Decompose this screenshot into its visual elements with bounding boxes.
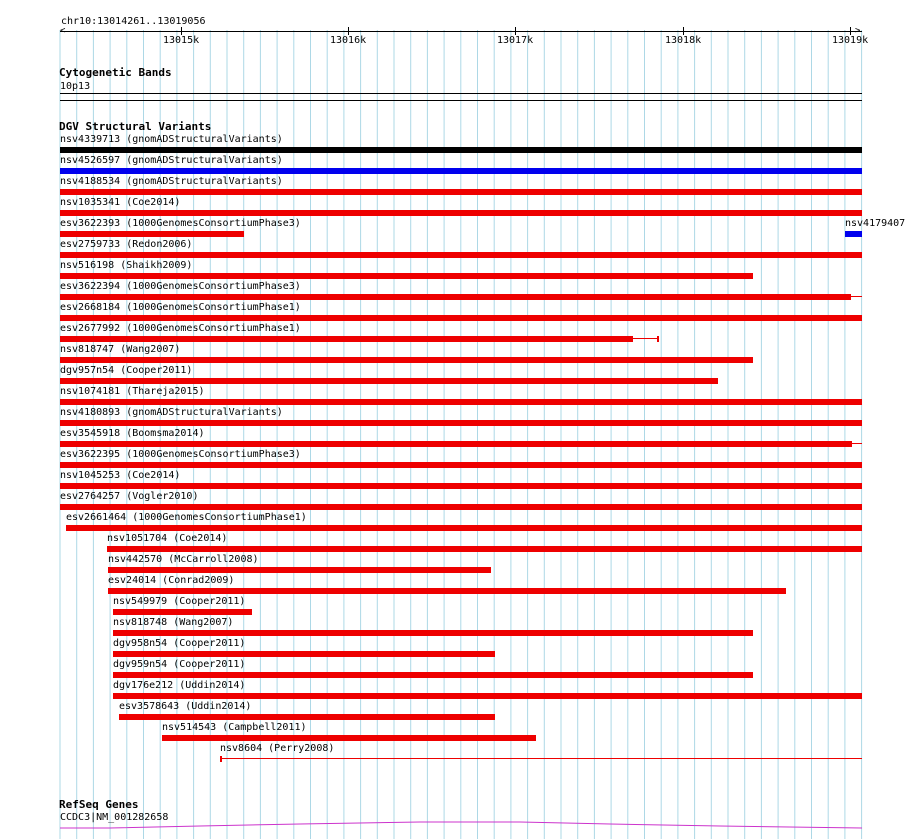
variant-bar[interactable] [60, 147, 862, 153]
variant-bar[interactable] [60, 168, 862, 174]
ruler-tick-label: 13015k [163, 35, 200, 46]
ruler-tick-label: 13018k [665, 35, 702, 46]
variant-label[interactable]: esv3622394 (1000GenomesConsortiumPhase3) [60, 281, 301, 292]
variant-start-cap [220, 756, 222, 762]
variant-bar[interactable] [113, 693, 862, 699]
cytoband-top-line [60, 93, 862, 94]
variant-bar[interactable] [60, 189, 862, 195]
variant-label[interactable]: esv2661464 (1000GenomesConsortiumPhase1) [66, 512, 307, 523]
variant-bar[interactable] [60, 273, 753, 279]
variant-bar[interactable] [107, 546, 862, 552]
variant-bar[interactable] [60, 315, 862, 321]
ruler-right-arrow-icon: > [855, 26, 861, 36]
variant-bar[interactable] [60, 399, 862, 405]
variant-label[interactable]: esv24014 (Conrad2009) [108, 575, 235, 586]
variant-thin-extension[interactable] [852, 443, 862, 444]
variant-label[interactable]: esv3622393 (1000GenomesConsortiumPhase3) [60, 218, 301, 229]
variant-bar[interactable] [60, 420, 862, 426]
variant-label[interactable]: nsv818747 (Wang2007) [60, 344, 181, 355]
variant-label[interactable]: esv3578643 (Uddin2014) [119, 701, 252, 712]
variant-label[interactable]: nsv4180893 (gnomADStructuralVariants) [60, 407, 283, 418]
variant-label[interactable]: dgv957n54 (Cooper2011) [60, 365, 193, 376]
refseq-gene-label[interactable]: CCDC3|NM_001282658 [60, 812, 169, 823]
variant-bar[interactable] [113, 630, 753, 636]
variant-label[interactable]: nsv1045253 (Coe2014) [60, 470, 181, 481]
ruler-tick-mark [181, 27, 182, 35]
variant-label[interactable]: nsv1074181 (Thareja2015) [60, 386, 205, 397]
variant-label[interactable]: dgv176e212 (Uddin2014) [113, 680, 246, 691]
variant-label[interactable]: nsv1035341 (Coe2014) [60, 197, 181, 208]
variant-thin-extension[interactable] [222, 758, 862, 759]
variant-bar[interactable] [119, 714, 495, 720]
variant-label[interactable]: nsv4339713 (gnomADStructuralVariants) [60, 134, 283, 145]
location-coords: chr10:13014261..13019056 [61, 16, 206, 27]
variant-label[interactable]: nsv516198 (Shaikh2009) [60, 260, 193, 271]
variant-label[interactable]: esv2759733 (Redon2006) [60, 239, 193, 250]
ruler-tick-mark [348, 27, 349, 35]
dgv-track-title[interactable]: DGV Structural Variants [59, 120, 212, 133]
variant-bar[interactable] [845, 231, 862, 237]
variant-bar[interactable] [108, 588, 786, 594]
variant-bar[interactable] [66, 525, 862, 531]
cytoband-track-title[interactable]: Cytogenetic Bands [59, 66, 172, 79]
variant-label[interactable]: nsv514543 (Campbell2011) [162, 722, 307, 733]
variant-label[interactable]: esv2668184 (1000GenomesConsortiumPhase1) [60, 302, 301, 313]
ruler-tick-mark [683, 27, 684, 35]
variant-label[interactable]: nsv8604 (Perry2008) [220, 743, 335, 754]
variant-thin-extension[interactable] [633, 338, 658, 339]
variant-label[interactable]: nsv549979 (Cooper2011) [113, 596, 246, 607]
ruler-left-arrow-icon: < [60, 26, 66, 36]
cytoband-bottom-line [60, 100, 862, 101]
variant-label[interactable]: nsv4188534 (gnomADStructuralVariants) [60, 176, 283, 187]
variant-bar[interactable] [60, 231, 244, 237]
ruler-tick-label: 13019k [832, 35, 869, 46]
variant-label[interactable]: nsv4526597 (gnomADStructuralVariants) [60, 155, 283, 166]
variant-bar[interactable] [60, 210, 862, 216]
ruler-tick-mark [515, 27, 516, 35]
cytoband-label: 10p13 [60, 81, 91, 92]
variant-bar[interactable] [60, 441, 852, 447]
variant-label[interactable]: nsv442570 (McCarroll2008) [108, 554, 259, 565]
variant-bar[interactable] [113, 672, 753, 678]
variant-bar[interactable] [60, 483, 862, 489]
variant-thin-extension[interactable] [851, 296, 862, 297]
refseq-track-title[interactable]: RefSeq Genes [59, 798, 139, 811]
variant-label[interactable]: dgv958n54 (Cooper2011) [113, 638, 246, 649]
ruler-tick-mark [850, 27, 851, 35]
variant-bar[interactable] [113, 609, 252, 615]
variant-bar[interactable] [60, 252, 862, 258]
variant-bar[interactable] [108, 567, 491, 573]
refseq-gene-glyph[interactable] [0, 818, 890, 839]
ruler-tick-label: 13016k [330, 35, 367, 46]
variant-bar[interactable] [113, 651, 495, 657]
variant-label[interactable]: dgv959n54 (Cooper2011) [113, 659, 246, 670]
variant-label[interactable]: esv2677992 (1000GenomesConsortiumPhase1) [60, 323, 301, 334]
variant-bar[interactable] [60, 378, 718, 384]
variant-bar[interactable] [60, 462, 862, 468]
variant-bar[interactable] [60, 504, 862, 510]
variant-bar[interactable] [60, 294, 851, 300]
gene-feature-line [60, 822, 862, 828]
variant-label[interactable]: nsv818748 (Wang2007) [113, 617, 234, 628]
variant-label[interactable]: esv3622395 (1000GenomesConsortiumPhase3) [60, 449, 301, 460]
ruler-tick-label: 13017k [497, 35, 534, 46]
variant-bar[interactable] [60, 357, 753, 363]
variant-label-truncated[interactable]: nsv4179407 [845, 218, 905, 229]
variant-label[interactable]: nsv1051704 (Coe2014) [107, 533, 228, 544]
variant-end-cap [657, 336, 659, 342]
variant-bar[interactable] [60, 336, 633, 342]
variant-label[interactable]: esv3545918 (Boomsma2014) [60, 428, 205, 439]
variant-label[interactable]: esv2764257 (Vogler2010) [60, 491, 199, 502]
variant-bar[interactable] [162, 735, 536, 741]
